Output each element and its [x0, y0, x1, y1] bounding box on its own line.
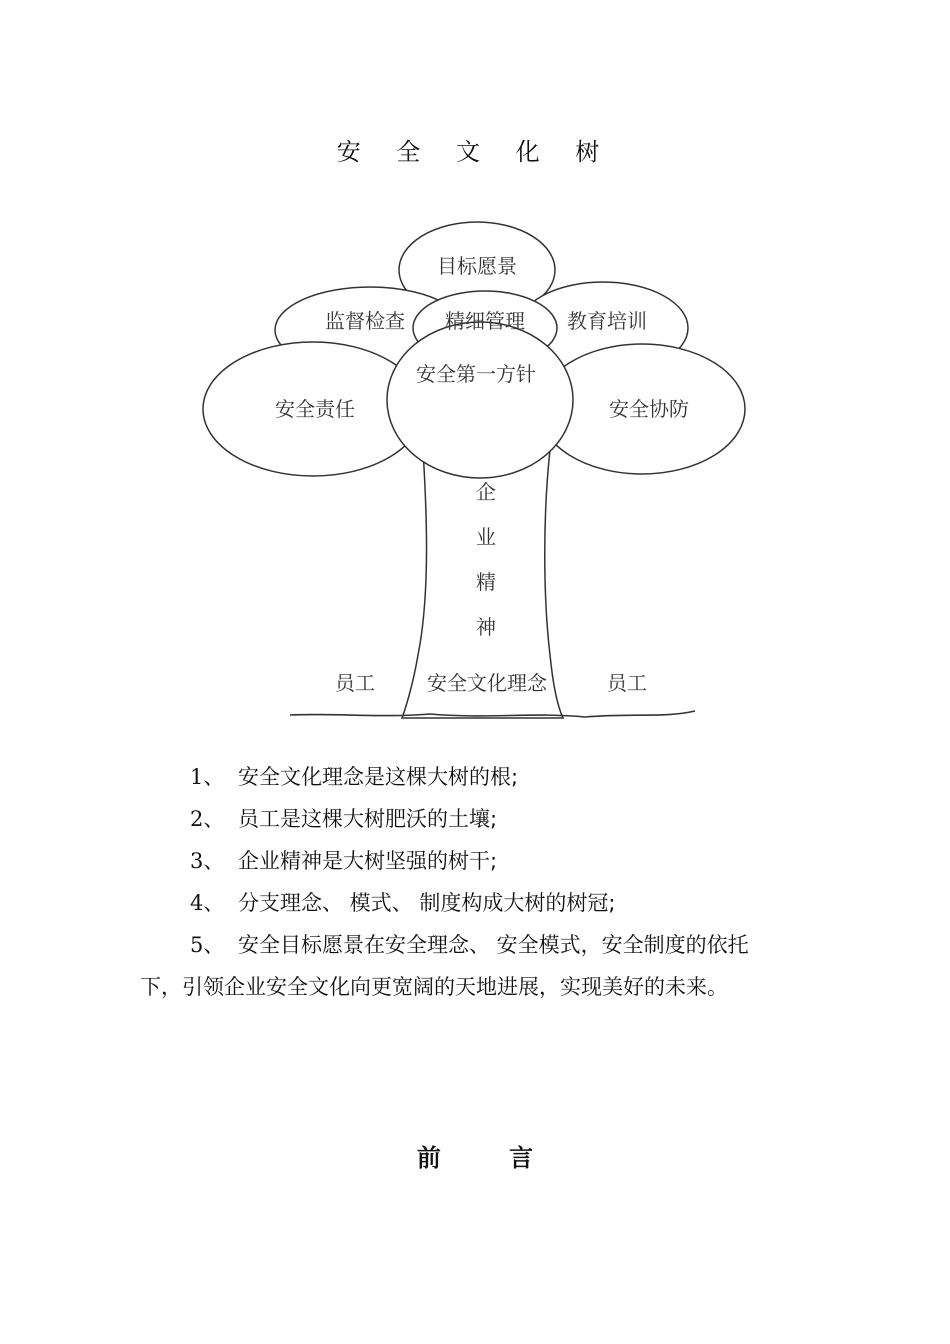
ground-right-label: 员工 [607, 671, 647, 695]
list-item-number: 3、 [190, 849, 225, 873]
list-item [140, 798, 830, 840]
list-item-number: 2、 [190, 807, 225, 831]
section-heading: 前 言 [416, 1144, 564, 1172]
list-item [140, 924, 830, 966]
list-item-number: 5、 [190, 933, 225, 957]
list-item [140, 882, 830, 924]
list-item-text: 分支理念、 模式、 制度构成大树的树冠; [238, 891, 616, 915]
list-item-number: 4、 [190, 891, 225, 915]
list-item-text: 安全文化理念是这棵大树的根; [238, 765, 519, 789]
safety-culture-tree-diagram [185, 215, 765, 735]
list-item-continuation: 下，引领企业安全文化向更宽阔的天地进展，实现美好的未来。 [140, 975, 728, 999]
list-item-text: 安全目标愿景在安全理念、 安全模式，安全制度的依托 [238, 933, 749, 957]
crown-left-label: 安全责任 [275, 397, 355, 421]
crown-right-upper-label: 教育培训 [567, 309, 647, 333]
trunk-char-4: 神 [476, 615, 496, 639]
list-item-text: 企业精神是大树坚强的树干; [238, 849, 498, 873]
page-title: 安 全 文 化 树 [336, 138, 614, 166]
list-item [140, 756, 830, 798]
root-label: 安全文化理念 [427, 671, 547, 695]
crown-center-upper-label: 精细管理 [445, 309, 525, 333]
trunk-char-1: 企 [476, 480, 496, 504]
crown-left-upper-label: 监督检查 [325, 309, 405, 333]
trunk-char-2: 业 [476, 525, 496, 549]
crown-right-label: 安全协防 [609, 397, 689, 421]
ground-left-label: 员工 [335, 671, 375, 695]
list-item-number: 1、 [190, 765, 225, 789]
crown-center-ellipse [387, 322, 573, 478]
explanation-list [140, 756, 830, 1008]
list-item-text: 员工是这棵大树肥沃的土壤; [238, 807, 498, 831]
list-item [140, 840, 830, 882]
crown-top-label: 目标愿景 [437, 254, 517, 278]
crown-center-label: 安全第一方针 [416, 362, 536, 386]
trunk-char-3: 精 [476, 570, 496, 594]
